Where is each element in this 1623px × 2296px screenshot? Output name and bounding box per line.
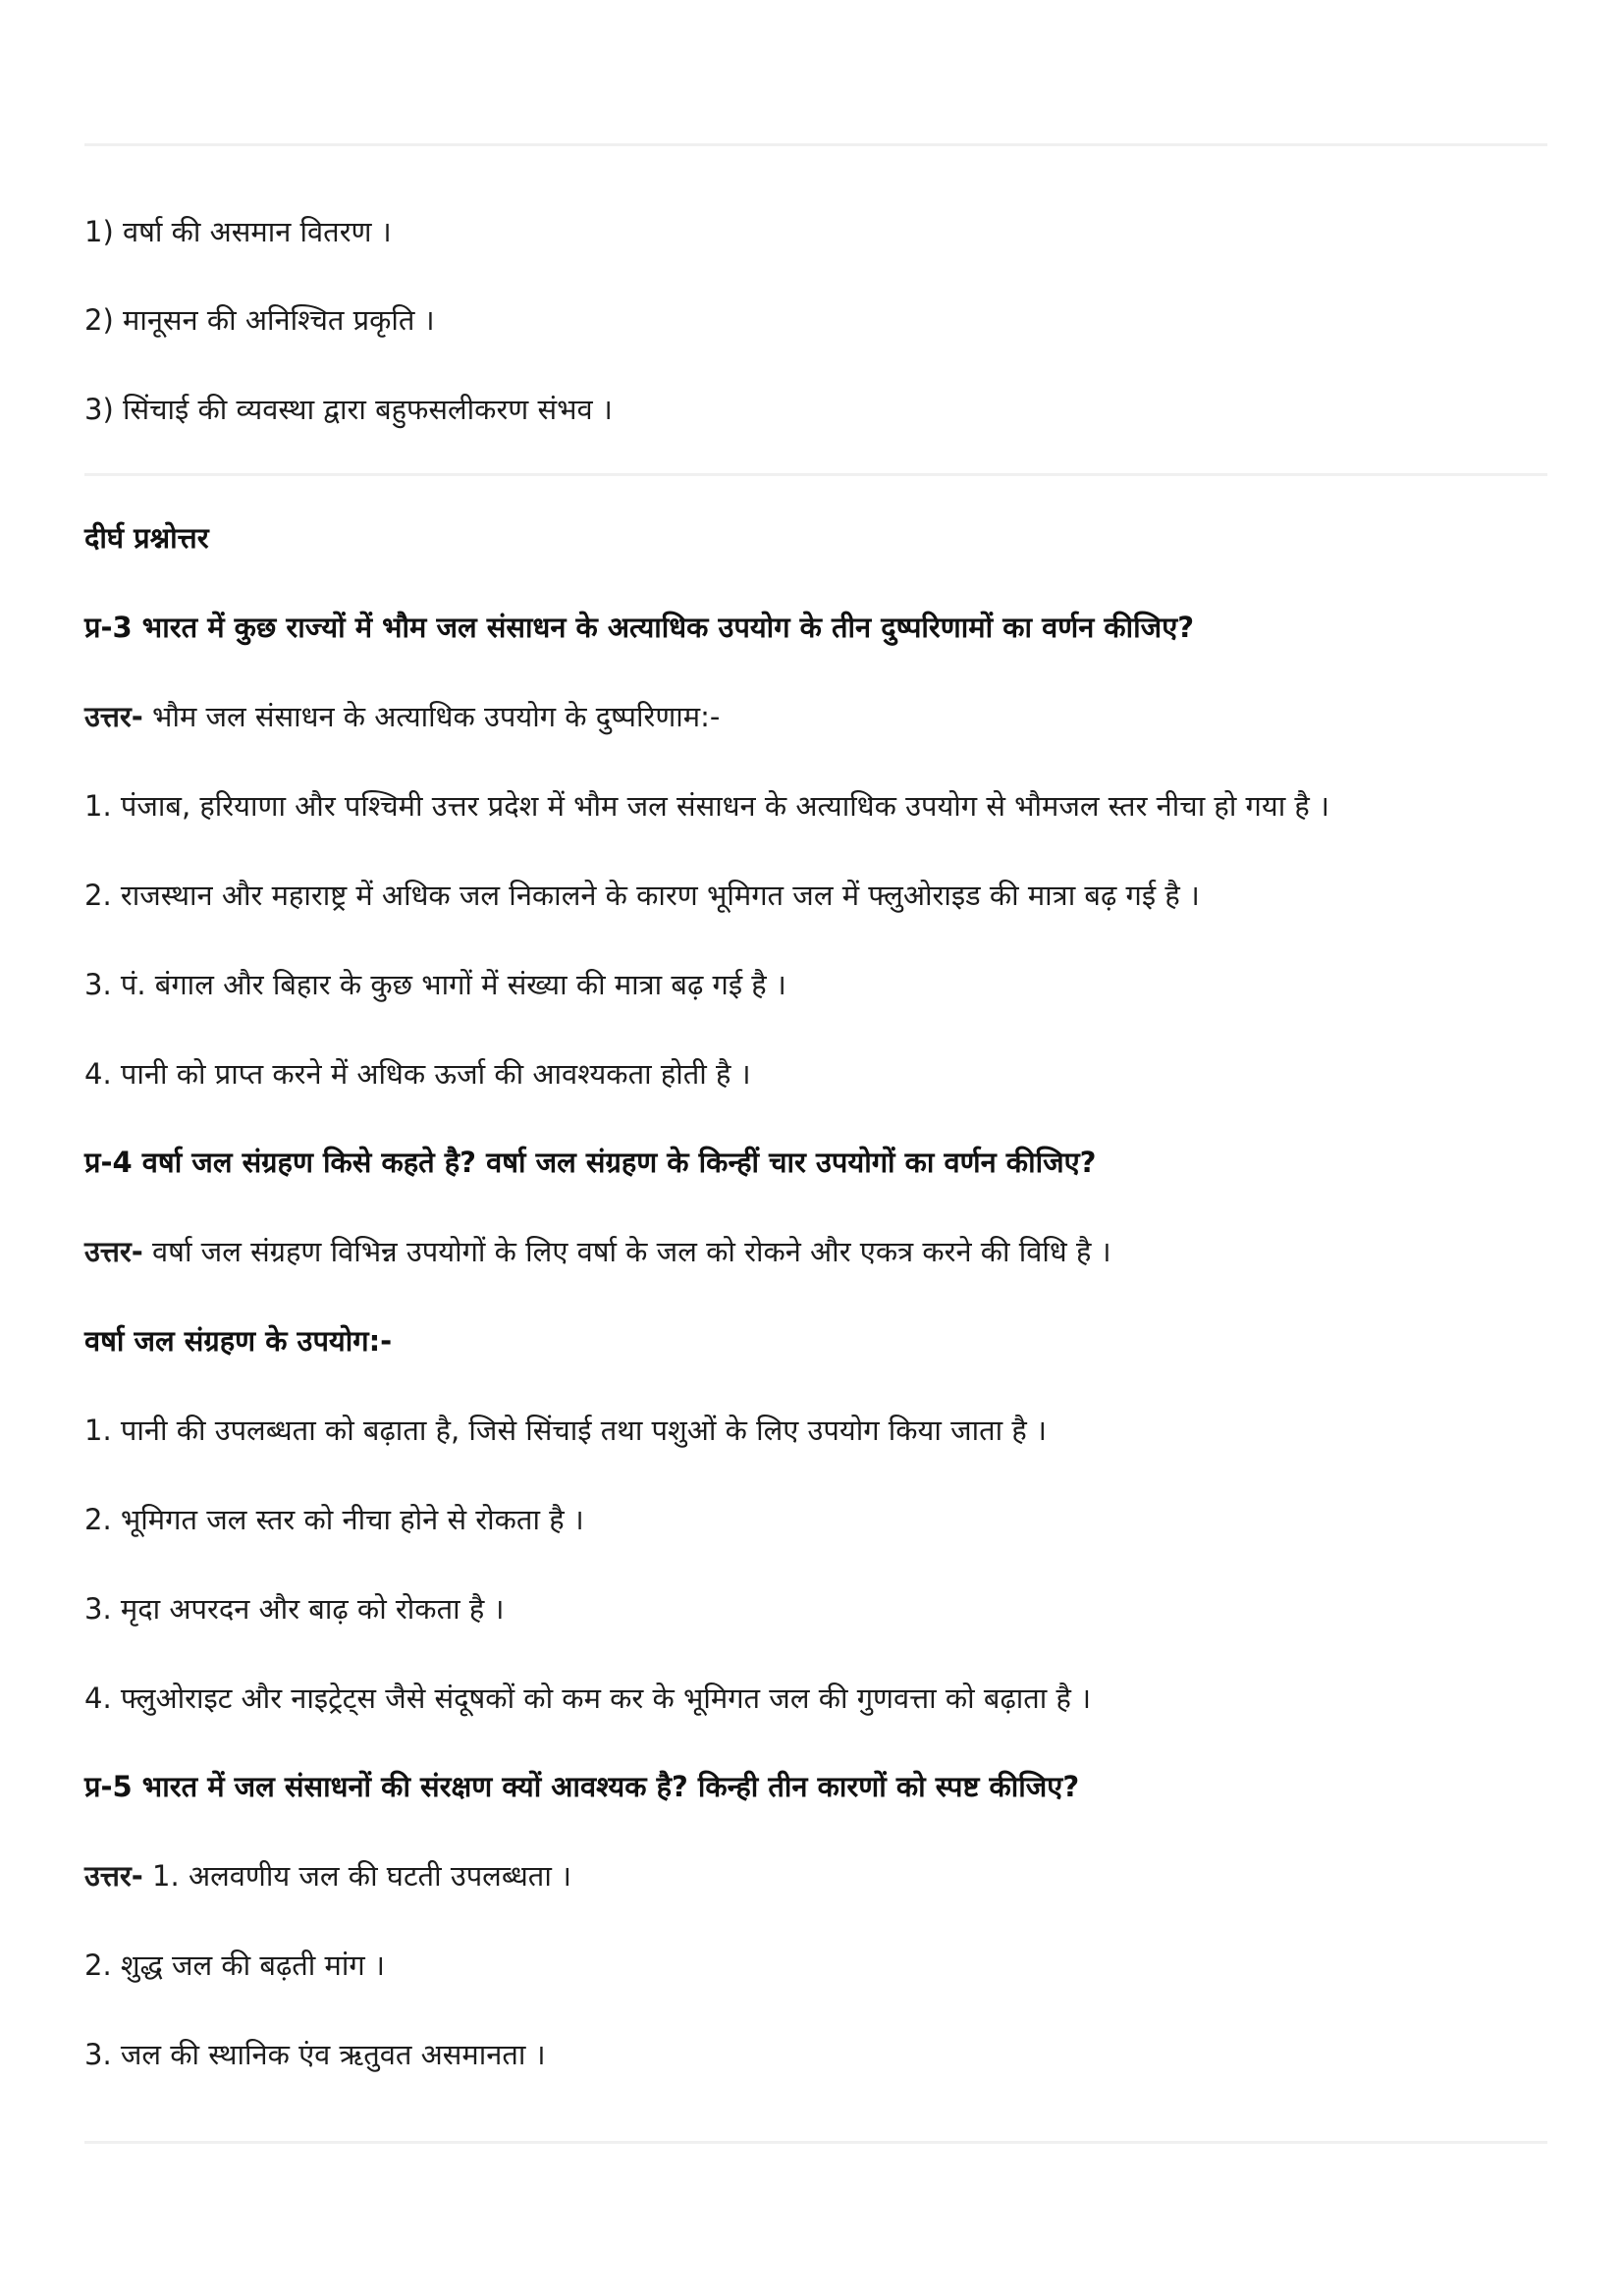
answer-point: 4. फ्लुओराइट और नाइट्रेट्स जैसे संदूषकों को कम कर के भूमिगत जल की गुणवत्ता को बढ़ाता है । xyxy=(84,1682,1092,1715)
answer-point: 2. राजस्थान और महाराष्ट्र में अधिक जल निकालने के कारण भूमिगत जल में फ्लुओराइड की मात्रा बढ़ गई है । xyxy=(84,879,1200,912)
answer-point: 2. भूमिगत जल स्तर को नीचा होने से रोकता है । xyxy=(84,1503,584,1536)
answer-label: उत्तर- xyxy=(84,1235,143,1268)
uses-heading: वर्षा जल संग्रहण के उपयोग:- xyxy=(84,1324,393,1358)
answer-point: 2. शुद्ध जल की बढ़ती मांग । xyxy=(84,1949,385,1982)
divider xyxy=(84,143,1547,146)
document-page xyxy=(84,0,1547,2296)
answer-point: 3. जल की स्थानिक एंव ऋतुवत असमानता । xyxy=(84,2038,546,2071)
answer-point: 1. पंजाब, हरियाणा और पश्चिमी उत्तर प्रदेश में भौम जल संसाधन के अत्याधिक उपयोग से भौमजल स्तर नीचा हो गया है । xyxy=(84,789,1330,823)
answer-point: 3. पं. बंगाल और बिहार के कुछ भागों में संख्या की मात्रा बढ़ गई है । xyxy=(84,968,786,1001)
answer-3 xyxy=(84,697,720,736)
answer-point: 1. पानी की उपलब्धता को बढ़ाता है, जिसे सिंचाई तथा पशुओं के लिए उपयोग किया जाता है । xyxy=(84,1414,1047,1447)
answer-label: उत्तर- xyxy=(84,1859,143,1893)
answer-label: उत्तर- xyxy=(84,700,143,733)
divider xyxy=(84,473,1547,476)
answer-text: वर्षा जल संग्रहण विभिन्न उपयोगों के लिए वर्षा के जल को रोकने और एकत्र करने की विधि है । xyxy=(142,1235,1111,1268)
question-4: प्र-4 वर्षा जल संग्रहण किसे कहते है? वर्षा जल संग्रहण के किन्हीं चार उपयोगों का वर्णन कीजिए? xyxy=(84,1146,1097,1179)
divider xyxy=(84,2141,1547,2144)
answer-5 xyxy=(84,1856,571,1896)
question-5: प्र-5 भारत में जल संसाधनों की संरक्षण क्यों आवश्यक है? किन्ही तीन कारणों को स्पष्ट कीजिए? xyxy=(84,1770,1080,1803)
answer-4 xyxy=(84,1232,1111,1271)
list-item: 1) वर्षा की असमान वितरण । xyxy=(84,215,392,248)
list-item: 3) सिंचाई की व्यवस्था द्वारा बहुफसलीकरण संभव । xyxy=(84,393,613,426)
section-heading: दीर्घ प्रश्नोत्तर xyxy=(84,521,209,555)
answer-point: 4. पानी को प्राप्त करने में अधिक ऊर्जा की आवश्यकता होती है । xyxy=(84,1057,751,1091)
answer-text: भौम जल संसाधन के अत्याधिक उपयोग के दुष्परिणाम:- xyxy=(142,700,721,733)
question-3: प्र-3 भारत में कुछ राज्यों में भौम जल संसाधन के अत्याधिक उपयोग के तीन दुष्परिणामों का वर्णन कीजिए? xyxy=(84,611,1195,644)
answer-point: 3. मृदा अपरदन और बाढ़ को रोकता है । xyxy=(84,1592,505,1626)
list-item: 2) मानूसन की अनिश्चित प्रकृति । xyxy=(84,303,435,337)
answer-text: 1. अलवणीय जल की घटती उपलब्धता । xyxy=(142,1859,572,1893)
